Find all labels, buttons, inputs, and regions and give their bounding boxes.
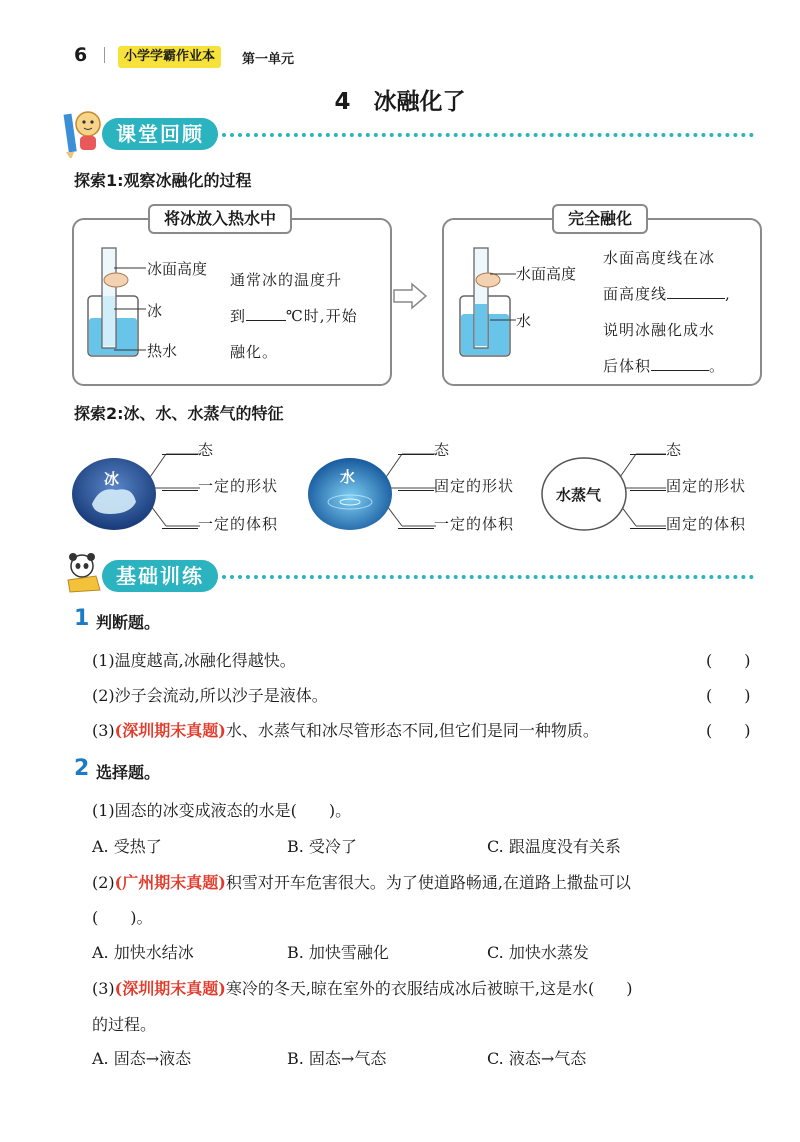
water-feature-1 [398, 472, 514, 496]
q2-item-2-source-tag: (广州期末真题) [114, 873, 226, 892]
explore1-right-text-b [603, 276, 731, 312]
page-number: 6 [74, 44, 88, 66]
explore1-left-text-a: 通常冰的温度升 [230, 271, 343, 289]
q2-item-3-option-b[interactable]: B. 固态→气态 [287, 1049, 387, 1068]
vapor-feature-2 [630, 510, 746, 534]
section-review-dots [214, 133, 754, 137]
q1-item-1 [92, 648, 296, 671]
ice-circle-label: 冰 [104, 470, 120, 488]
q1-item-3-text: 水、水蒸气和冰尽管形态不同,但它们是同一种物质。 [225, 721, 599, 740]
water-state-suffix: 态 [434, 441, 451, 459]
water-feature-1-text: 固定的形状 [434, 477, 515, 495]
label-hot-water: 热水 [147, 342, 178, 360]
q2-item-3-text: 寒冷的冬天,晾在室外的衣服结成冰后被晾干,这是水( ) [225, 979, 633, 998]
vapor-feature-1-text: 固定的形状 [666, 477, 747, 495]
panda-reading-icon [62, 550, 106, 594]
label-ice: 冰 [147, 302, 163, 320]
water-circle-label: 水 [340, 468, 356, 486]
ice-state-suffix: 态 [198, 441, 215, 459]
question-2-number: 2 [74, 756, 90, 781]
q2-item-2-stem [92, 870, 631, 893]
q1-item-2 [92, 683, 328, 706]
water-feature-2 [398, 510, 514, 534]
q2-item-3-source-tag: (深圳期末真题) [114, 979, 226, 998]
label-water: 水 [516, 312, 532, 330]
q2-item-1-option-b[interactable]: B. 受冷了 [287, 837, 357, 856]
water-state-line [398, 436, 450, 460]
q1-item-3 [92, 718, 599, 741]
arrow-right-icon [392, 282, 428, 310]
unit-label: 第一单元 [242, 52, 295, 67]
q1-item-1-prefix: (1) [92, 651, 115, 670]
ice-feature-2 [162, 510, 278, 534]
blank-water-shape[interactable] [398, 472, 434, 491]
q1-item-2-prefix: (2) [92, 686, 115, 705]
ice-feature-2-text: 一定的体积 [198, 515, 279, 533]
explore1-right-text-a: 水面高度线在冰 [603, 249, 716, 267]
label-water-surface: 水面高度 [516, 265, 577, 283]
q1-item-1-answer[interactable]: ( ) [706, 651, 751, 670]
explore1-right-text-c: 说明冰融化成水 [603, 321, 716, 339]
q2-item-2-option-c[interactable]: C. 加快水蒸发 [487, 943, 589, 962]
ice-state-line [162, 436, 214, 460]
q1-item-1-text: 温度越高,冰融化得越快。 [114, 651, 296, 670]
explore1-left-text-b1: 到 [230, 307, 247, 325]
explore2-title: 探索2:冰、水、水蒸气的特征 [74, 404, 284, 423]
q2-item-2-cont: ( )。 [92, 908, 153, 927]
blank-vapor-volume[interactable] [630, 510, 666, 529]
question-1-title: 判断题。 [96, 613, 161, 632]
section-training-dots [214, 575, 754, 579]
explore1-right-text-b-start: 面高度线 [603, 285, 668, 303]
explore1-title: 探索1:观察冰融化的过程 [74, 171, 252, 190]
explore1-left-text-c: 融化。 [230, 343, 279, 361]
explore1-right-text-d-end: 。 [709, 357, 726, 375]
explore1-right-text-d [603, 348, 725, 384]
lesson-title: 4 冰融化了 [334, 89, 466, 115]
q1-item-2-text: 沙子会流动,所以沙子是液体。 [114, 686, 328, 705]
q2-item-3-stem [92, 976, 633, 999]
label-leader-lines [110, 262, 150, 362]
blank-ice-state[interactable] [162, 436, 198, 455]
water-feature-2-text: 一定的体积 [434, 515, 515, 533]
q2-item-3-cont: 的过程。 [92, 1015, 157, 1034]
q2-item-1-option-a[interactable]: A. 受热了 [92, 837, 162, 856]
pencil-cat-icon [62, 106, 106, 158]
blank-melting-temperature[interactable] [246, 302, 286, 321]
blank-volume-change[interactable] [651, 352, 709, 371]
q2-item-3-prefix: (3) [92, 979, 115, 998]
q2-item-1-stem: (1)固态的冰变成液态的水是( )。 [92, 801, 352, 820]
q2-item-1-option-c[interactable]: C. 跟温度没有关系 [487, 837, 621, 856]
explore1-left-text-b [230, 298, 358, 334]
question-1-number: 1 [74, 606, 90, 631]
blank-vapor-state[interactable] [630, 436, 666, 455]
ice-feature-1-text: 一定的形状 [198, 477, 279, 495]
blank-water-state[interactable] [398, 436, 434, 455]
explore1-right-text-b-end: , [725, 285, 731, 303]
vapor-feature-1 [630, 472, 746, 496]
vapor-circle-label: 水蒸气 [556, 486, 602, 504]
q2-item-2-prefix: (2) [92, 873, 115, 892]
q2-item-2-option-a[interactable]: A. 加快水结冰 [92, 943, 194, 962]
label-leader-lines-right [488, 270, 518, 330]
blank-water-volume[interactable] [398, 510, 434, 529]
q1-item-3-prefix: (3) [92, 721, 115, 740]
blank-ice-shape[interactable] [162, 472, 198, 491]
q1-item-2-answer[interactable]: ( ) [706, 686, 751, 705]
vapor-feature-2-text: 固定的体积 [666, 515, 747, 533]
q2-item-2-text: 积雪对开车危害很大。为了使道路畅通,在道路上撒盐可以 [225, 873, 631, 892]
book-title-badge: 小学学霸作业本 [118, 46, 221, 68]
explore1-left-text-b2: ℃时,开始 [286, 307, 358, 325]
q1-item-3-source-tag: (深圳期末真题) [114, 721, 226, 740]
vapor-state-suffix: 态 [666, 441, 683, 459]
q1-item-3-answer[interactable]: ( ) [706, 721, 751, 740]
blank-vapor-shape[interactable] [630, 472, 666, 491]
question-2-title: 选择题。 [96, 763, 161, 782]
section-training-banner: 基础训练 [102, 560, 218, 592]
section-review-banner: 课堂回顾 [102, 118, 218, 150]
q2-item-3-option-a[interactable]: A. 固态→液态 [92, 1049, 192, 1068]
label-ice-surface: 冰面高度 [147, 260, 208, 278]
q2-item-2-option-b[interactable]: B. 加快雪融化 [287, 943, 389, 962]
vapor-state-line [630, 436, 682, 460]
ice-feature-1 [162, 472, 278, 496]
blank-ice-volume[interactable] [162, 510, 198, 529]
blank-height-compare[interactable] [667, 280, 725, 299]
explore1-right-tag: 完全融化 [552, 204, 648, 234]
header-divider [104, 47, 105, 63]
q2-item-3-option-c[interactable]: C. 液态→气态 [487, 1049, 587, 1068]
explore1-left-tag: 将冰放入热水中 [148, 204, 292, 234]
explore1-right-text-d-start: 后体积 [603, 357, 652, 375]
